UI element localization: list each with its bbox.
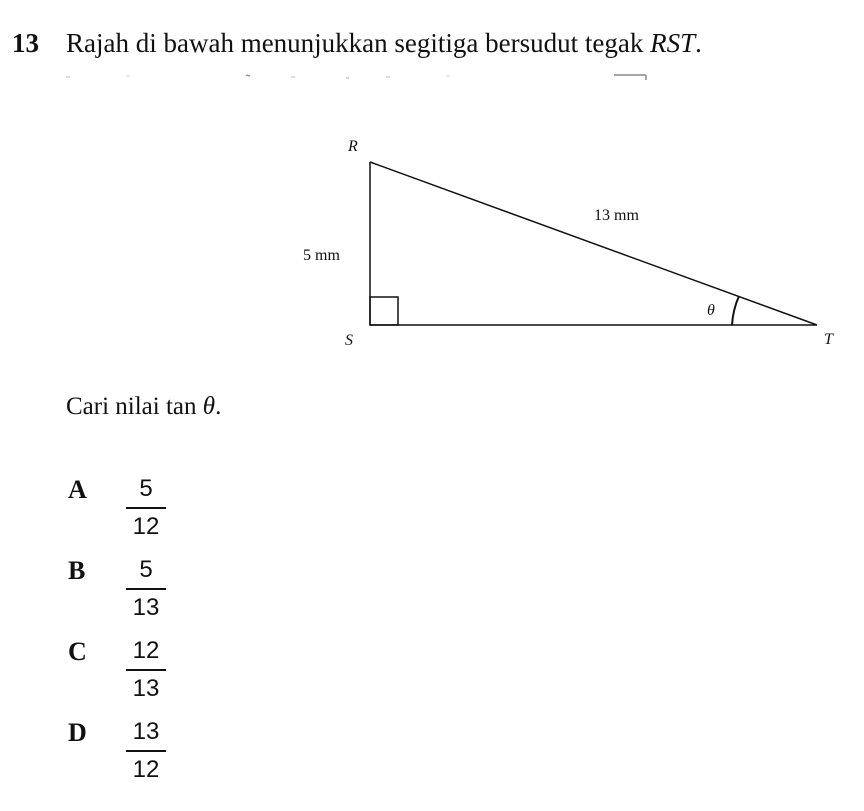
fraction-bar: [126, 750, 166, 752]
stem-triangle-name: RST: [650, 28, 696, 58]
option-a-fraction: [126, 475, 166, 541]
prompt-theta: θ: [202, 393, 216, 420]
stem-text: Rajah di bawah menunjukkan segitiga bersudut tegak: [66, 28, 651, 58]
option-a-denominator: 12: [132, 513, 160, 540]
option-c-fraction: [126, 637, 166, 703]
prompt-text: Cari nilai tan: [66, 393, 203, 420]
option-c-letter: C: [68, 637, 87, 666]
option-a-numerator: 5: [139, 475, 153, 502]
option-b[interactable]: [66, 556, 266, 634]
side-RT-label: 13 mm: [594, 207, 639, 224]
right-angle-marker: [370, 297, 398, 325]
option-c-numerator: 12: [132, 637, 160, 664]
option-b-numerator: 5: [139, 556, 153, 583]
side-RS-label: 5 mm: [303, 247, 340, 264]
fraction-bar: [126, 507, 166, 509]
fraction-bar: [126, 669, 166, 671]
option-d[interactable]: [66, 718, 266, 796]
option-c-denominator: 13: [132, 675, 160, 702]
vertex-R-label: R: [348, 138, 358, 155]
option-d-fraction: [126, 718, 166, 784]
option-b-letter: B: [68, 556, 86, 585]
option-d-denominator: 12: [132, 756, 160, 783]
option-a-letter: A: [68, 475, 87, 504]
option-b-denominator: 13: [132, 594, 160, 621]
stem-end: .: [695, 28, 702, 58]
side-RT: [370, 162, 817, 325]
vertex-T-label: T: [824, 331, 833, 348]
fraction-bar: [126, 588, 166, 590]
angle-arc: [732, 296, 739, 325]
question-number: 13: [12, 28, 39, 58]
prompt-end: .: [215, 393, 222, 420]
option-c[interactable]: [66, 637, 266, 715]
option-b-fraction: [126, 556, 166, 622]
vertex-S-label: S: [345, 332, 353, 349]
question-prompt: [66, 393, 221, 421]
option-d-letter: D: [68, 718, 87, 747]
option-a[interactable]: [66, 475, 266, 553]
angle-theta-label: θ: [707, 302, 715, 319]
option-d-numerator: 13: [132, 718, 160, 745]
